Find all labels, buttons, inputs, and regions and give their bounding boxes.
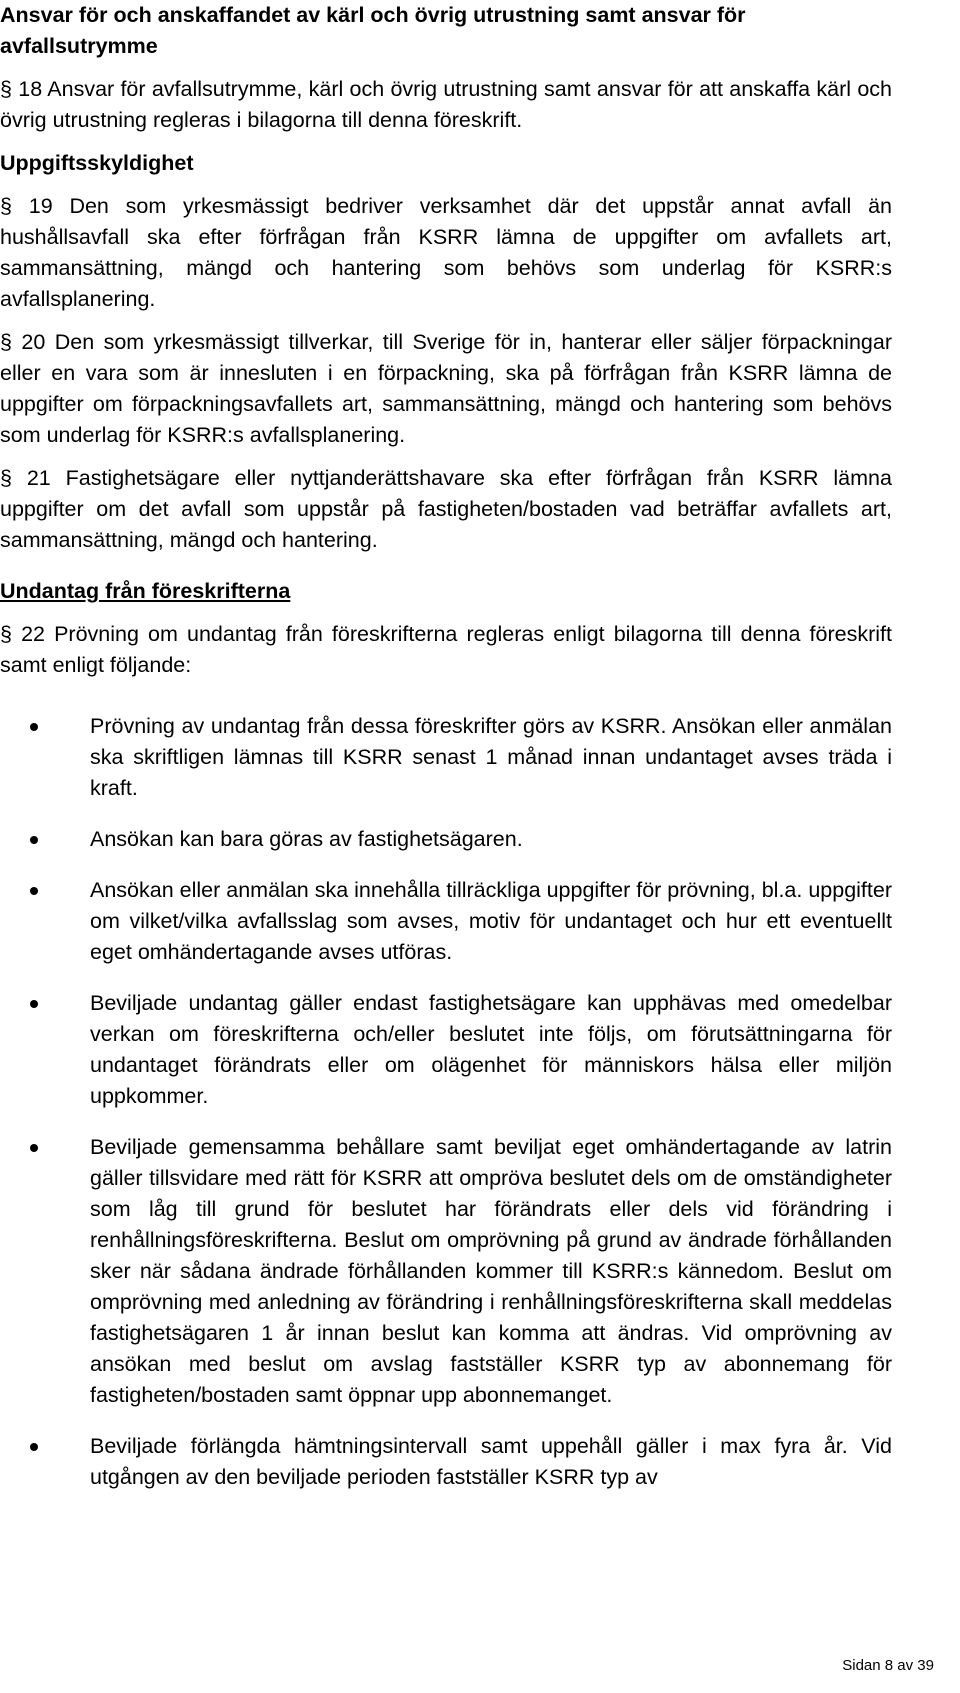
paragraph-number: 22 — [21, 622, 45, 646]
paragraph-number: 20 — [21, 330, 46, 354]
paragraph-text: Prövning om undantag från föreskrifterna regleras enligt bilagorna till denna föreskrift samt enligt följande: — [0, 622, 892, 677]
section-mark: § — [0, 77, 12, 101]
section-heading-undantag: Undantag från föreskrifterna — [0, 579, 291, 603]
paragraph-text: Ansvar för avfallsutrymme, kärl och övrig utrustning samt ansvar för att anskaffa kärl och övrig utrustning regleras i bilagorna till denna föreskrift. — [0, 77, 892, 132]
section-mark: § — [0, 194, 12, 218]
list-item: Ansökan eller anmälan ska innehålla tillräckliga uppgifter för prövning, bl.a. uppgifter om vilket/vilka avfallsslag som avses, motiv för undantaget och hur ett eventuellt eget omhändertagande avses utföras. — [0, 875, 892, 968]
paragraph-number: 18 — [18, 77, 43, 101]
section-heading-uppgiftsskyldighet: Uppgiftsskyldighet — [0, 151, 194, 175]
paragraph-21 — [0, 463, 892, 556]
bullet-icon — [30, 836, 38, 844]
section-mark: § — [0, 466, 12, 490]
list-item: Ansökan kan bara göras av fastighetsägaren. — [0, 824, 892, 855]
paragraph-text: Fastighetsägare eller nyttjanderättshavare ska efter förfrågan från KSRR lämna uppgifter om det avfall som uppstår på fastigheten/bostaden vad beträffar avfallets art, sammansättning, mängd och hantering. — [0, 466, 892, 552]
list-item: Beviljade undantag gäller endast fastighetsägare kan upphävas med omedelbar verkan om föreskrifterna och/eller beslutet inte följs, om förutsättningarna för undantaget förändrats eller om olägenhet för människors hälsa eller miljön uppkommer. — [0, 988, 892, 1112]
section-mark: § — [0, 622, 12, 646]
section-mark: § — [0, 330, 12, 354]
paragraph-text: Den som yrkesmässigt bedriver verksamhet där det uppstår annat avfall än hushållsavfall ska efter förfrågan från KSRR lämna de uppgifter om avfallets art, sammansättning, mängd och hantering som behövs som underlag för KSRR:s avfallsplanering. — [0, 194, 892, 311]
bullet-icon — [30, 887, 38, 895]
paragraph-text: Den som yrkesmässigt tillverkar, till Sverige för in, hanterar eller säljer förpackningar eller en vara som är innesluten i en förpackning, ska på förfrågan från KSRR lämna de uppgifter om förpackningsavfallets art, sammansättning, mängd och hantering som behövs som underlag för KSRR:s avfallsplanering. — [0, 330, 892, 447]
list-item: Beviljade förlängda hämtningsintervall samt uppehåll gäller i max fyra år. Vid utgången av den beviljade perioden fastställer KSRR typ av — [0, 1431, 892, 1493]
exemption-bullet-list — [0, 711, 892, 1493]
paragraph-19 — [0, 191, 892, 315]
paragraph-number: 19 — [28, 194, 53, 218]
paragraph-number: 21 — [26, 466, 51, 490]
paragraph-22 — [0, 619, 892, 681]
bullet-icon — [30, 1144, 38, 1152]
bullet-icon — [30, 1443, 38, 1451]
paragraph-18 — [0, 74, 892, 136]
list-item: Beviljade gemensamma behållare samt beviljat eget omhändertagande av latrin gäller tillsvidare med rätt för KSRR att ompröva beslutet dels om de omständigheter som låg till grund för beslutet har förändrats eller dels vid förändring i renhållningsföreskrifterna. Beslut om omprövning på grund av ändrade förhållanden sker när sådana ändrade förhållanden kommer till KSRR:s kännedom. Beslut om omprövning med anledning av förändring i renhållningsföreskrifterna skall meddelas fastighetsägaren 1 år innan beslut kan komma att ändras. Vid omprövning av ansökan med beslut om avslag fastställer KSRR typ av abonnemang för fastigheten/bostaden samt öppnar upp abonnemanget. — [0, 1132, 892, 1411]
paragraph-20 — [0, 327, 892, 451]
list-item: Prövning av undantag från dessa föreskrifter görs av KSRR. Ansökan eller anmälan ska skriftligen lämnas till KSRR senast 1 månad innan undantaget avses träda i kraft. — [0, 711, 892, 804]
section-heading-ansvar: Ansvar för och anskaffandet av kärl och övrig utrustning samt ansvar för avfallsutrymme — [0, 3, 746, 58]
bullet-icon — [30, 1000, 38, 1008]
bullet-icon — [30, 723, 38, 731]
page-number: Sidan 8 av 39 — [842, 1657, 934, 1674]
